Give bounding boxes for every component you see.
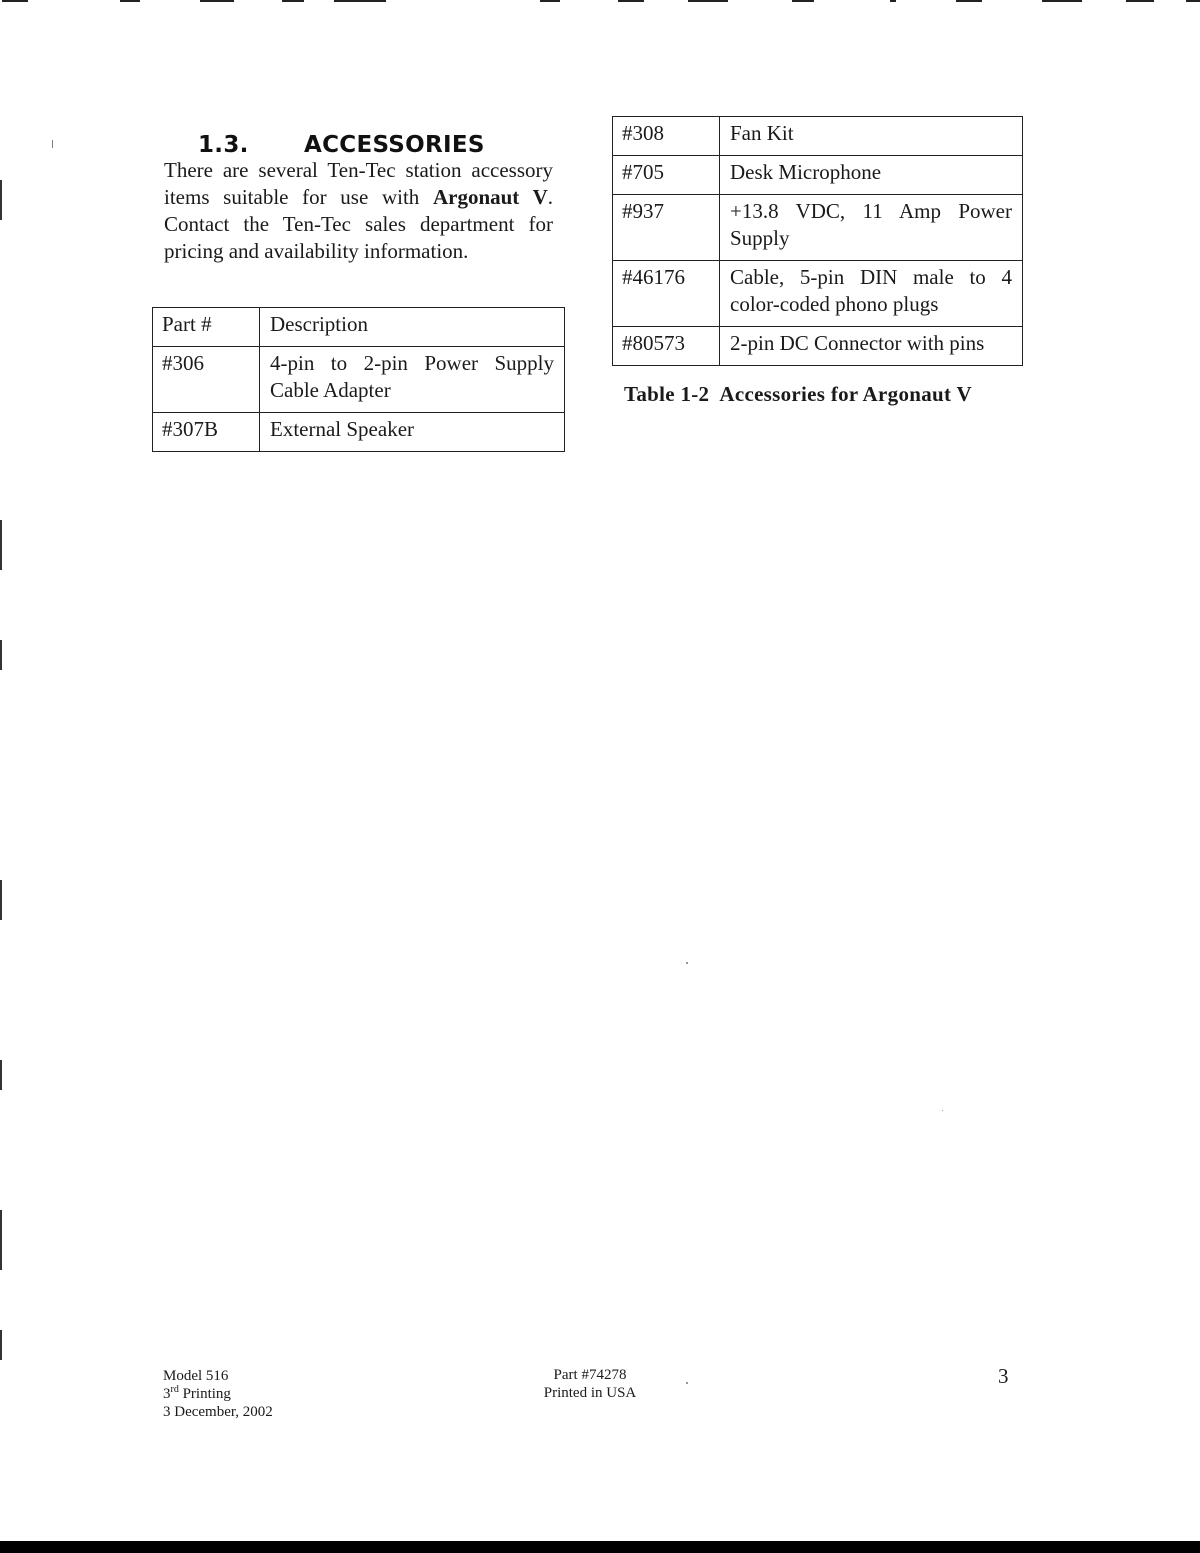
intro-text: There are several Ten-Tec station accessory items suitable for use with [164, 158, 553, 209]
part-description: External Speaker [260, 413, 565, 452]
part-description: 2-pin DC Connector with pins [720, 327, 1023, 366]
scan-top-marks [0, 0, 1200, 3]
scan-speck [686, 962, 688, 964]
table-row [613, 327, 1023, 366]
footer-printing-number: 3 [163, 1386, 171, 1402]
part-description: Desk Microphone [720, 156, 1023, 195]
table-caption [624, 382, 972, 407]
footer-printing [163, 1385, 273, 1403]
part-description: +13.8 VDC, 11 Amp Power Supply [720, 195, 1023, 261]
header-part-number: Part # [153, 308, 260, 347]
table-row [613, 156, 1023, 195]
accessories-table-part2 [612, 116, 1023, 366]
section-number: 1.3. [198, 132, 249, 158]
table-header-row [153, 308, 565, 347]
part-number: #306 [153, 347, 260, 413]
intro-product-name: Argonaut V [432, 185, 548, 209]
footer-printing-suffix: rd [170, 1384, 179, 1395]
footer-date: 3 December, 2002 [163, 1404, 273, 1420]
part-description: 4-pin to 2-pin Power Supply Cable Adapter [260, 347, 565, 413]
scan-speck [942, 1110, 943, 1111]
part-number: #80573 [613, 327, 720, 366]
table-row [613, 261, 1023, 327]
footer-model: Model 516 [163, 1368, 229, 1384]
footer-printed-in: Printed in USA [543, 1385, 637, 1401]
footer-part-number: Part #74278 [553, 1367, 627, 1383]
section-title: ACCESSORIES [304, 132, 485, 158]
table-caption-label: Table 1-2 [624, 382, 710, 406]
part-number: #308 [613, 117, 720, 156]
part-number: #46176 [613, 261, 720, 327]
page-number: 3 [998, 1364, 1009, 1388]
scan-left-edge [0, 0, 3, 1553]
accessories-table-part1 [152, 307, 565, 452]
part-number: #937 [613, 195, 720, 261]
header-description: Description [260, 308, 565, 347]
table-row [613, 195, 1023, 261]
table-row [613, 117, 1023, 156]
scan-speck [686, 1382, 688, 1384]
footer-left [163, 1367, 273, 1421]
footer-center [541, 1366, 639, 1402]
intro-paragraph [164, 157, 553, 265]
part-description: Cable, 5-pin DIN male to 4 color-coded phono plugs [720, 261, 1023, 327]
intro-text: . Contact the Ten-Tec sales department for pricing and availability information. [164, 185, 553, 263]
section-heading [198, 132, 558, 158]
table-row [153, 413, 565, 452]
part-description: Fan Kit [720, 117, 1023, 156]
part-number: #705 [613, 156, 720, 195]
footer-printing-word: Printing [182, 1386, 231, 1402]
table-caption-text: Accessories for Argonaut V [719, 382, 972, 406]
scan-bottom-bar [0, 1541, 1200, 1553]
part-number: #307B [153, 413, 260, 452]
table-row [153, 347, 565, 413]
scan-speck [52, 140, 53, 148]
